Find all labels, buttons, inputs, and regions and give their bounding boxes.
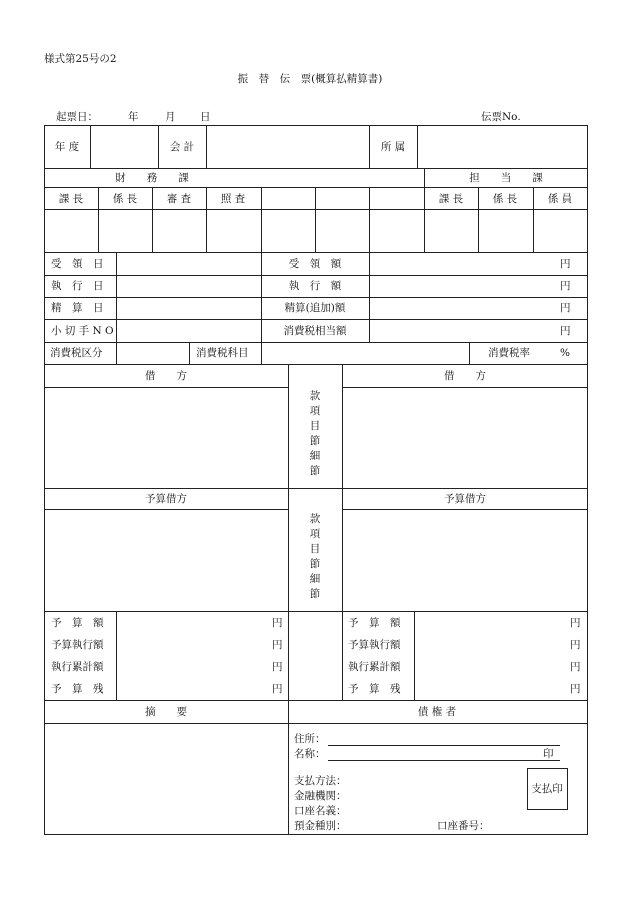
- budget-debit-right-label: 予算借方: [444, 493, 486, 505]
- tax-rate-label: 消費税率: [488, 347, 530, 359]
- account-name-label: 口座名義：: [294, 805, 347, 817]
- bank-label: 金融機関：: [294, 790, 347, 802]
- payment-method-label: 支払方法：: [294, 775, 347, 787]
- received-date-label: 受 領 日: [51, 258, 104, 270]
- executed-amount-label: 執 行 額: [288, 280, 342, 292]
- affiliation-label: 所 属: [380, 141, 406, 153]
- debit-left-label: 借 方: [145, 370, 187, 382]
- check-no-label: 小 切 手 N O: [51, 325, 114, 337]
- yen-unit: 円: [272, 639, 283, 651]
- form-number: 様式第25号の2: [44, 53, 117, 65]
- settlement-date-label: 精 算 日: [51, 302, 104, 314]
- form-border: [44, 125, 588, 835]
- classification-labels: 款 項 目 節 細節: [309, 513, 321, 600]
- address-underline: [328, 745, 560, 746]
- finance-dept-label: 財 務 課: [115, 172, 189, 184]
- yen-unit: 円: [560, 302, 571, 314]
- budget-debit-left-label: 予算借方: [145, 493, 187, 505]
- creditor-label: 債 権 者: [417, 706, 457, 718]
- budget-remaining-label: 予 算 残: [51, 683, 104, 695]
- tax-category-label: 消費税区分: [50, 347, 103, 359]
- finance-role-label: 審 査: [166, 193, 192, 205]
- charge-role-label: 係 長: [492, 193, 518, 205]
- yen-unit: 円: [570, 639, 581, 651]
- yen-unit: 円: [272, 661, 283, 673]
- budget-remaining-label: 予 算 残: [348, 683, 401, 695]
- tax-equivalent-label: 消費税相当額: [283, 325, 347, 337]
- settlement-amount-label: 精算(追加)額: [284, 302, 346, 314]
- summary-label: 摘 要: [145, 706, 187, 718]
- received-amount-label: 受 領 額: [288, 258, 342, 270]
- cumulative-executed-label: 執行累計額: [51, 661, 104, 673]
- cumulative-executed-label: 執行累計額: [348, 661, 401, 673]
- budget-executed-label: 予算執行額: [51, 639, 104, 651]
- account-number-label: 口座番号：: [437, 820, 490, 832]
- yen-unit: 円: [560, 258, 571, 270]
- account-label: 会 計: [169, 141, 195, 153]
- address-label: 住所：: [294, 733, 326, 745]
- finance-role-label: 係 長: [112, 193, 138, 205]
- finance-role-label: 課 長: [58, 193, 84, 205]
- execution-date-label: 執 行 日: [51, 280, 104, 292]
- charge-dept-label: 担 当 課: [469, 172, 543, 184]
- fiscal-year-label: 年 度: [54, 141, 80, 153]
- yen-unit: 円: [560, 280, 571, 292]
- yen-unit: 円: [570, 661, 581, 673]
- name-label: 名称：: [294, 748, 326, 760]
- payment-stamp-label: 支払印: [531, 783, 563, 795]
- issue-day: 日: [200, 111, 211, 123]
- finance-role-label: 照 査: [220, 193, 246, 205]
- deposit-type-label: 預金種別：: [294, 820, 347, 832]
- budget-executed-label: 予算執行額: [348, 639, 401, 651]
- yen-unit: 円: [570, 683, 581, 695]
- percent-unit: %: [560, 347, 570, 359]
- yen-unit: 円: [570, 617, 581, 629]
- issue-month: 月: [165, 111, 176, 123]
- classification-labels: 款 項 目 節 細節: [309, 390, 321, 477]
- charge-role-label: 課 長: [438, 193, 464, 205]
- tax-item-label: 消費税科目: [196, 347, 249, 359]
- slip-no-label: 伝票No.: [481, 111, 521, 123]
- seal-mark: 印: [543, 748, 554, 760]
- yen-unit: 円: [560, 325, 571, 337]
- charge-role-label: 係 員: [547, 193, 573, 205]
- debit-right-label: 借 方: [444, 370, 486, 382]
- issue-year: 年: [128, 111, 139, 123]
- yen-unit: 円: [272, 683, 283, 695]
- issue-date-label: 起票日：: [56, 111, 98, 123]
- yen-unit: 円: [272, 617, 283, 629]
- form-title: 振 替 伝 票(概算払精算書): [237, 73, 383, 85]
- budget-amount-label: 予 算 額: [348, 617, 401, 629]
- name-underline: [328, 760, 560, 761]
- budget-amount-label: 予 算 額: [51, 617, 104, 629]
